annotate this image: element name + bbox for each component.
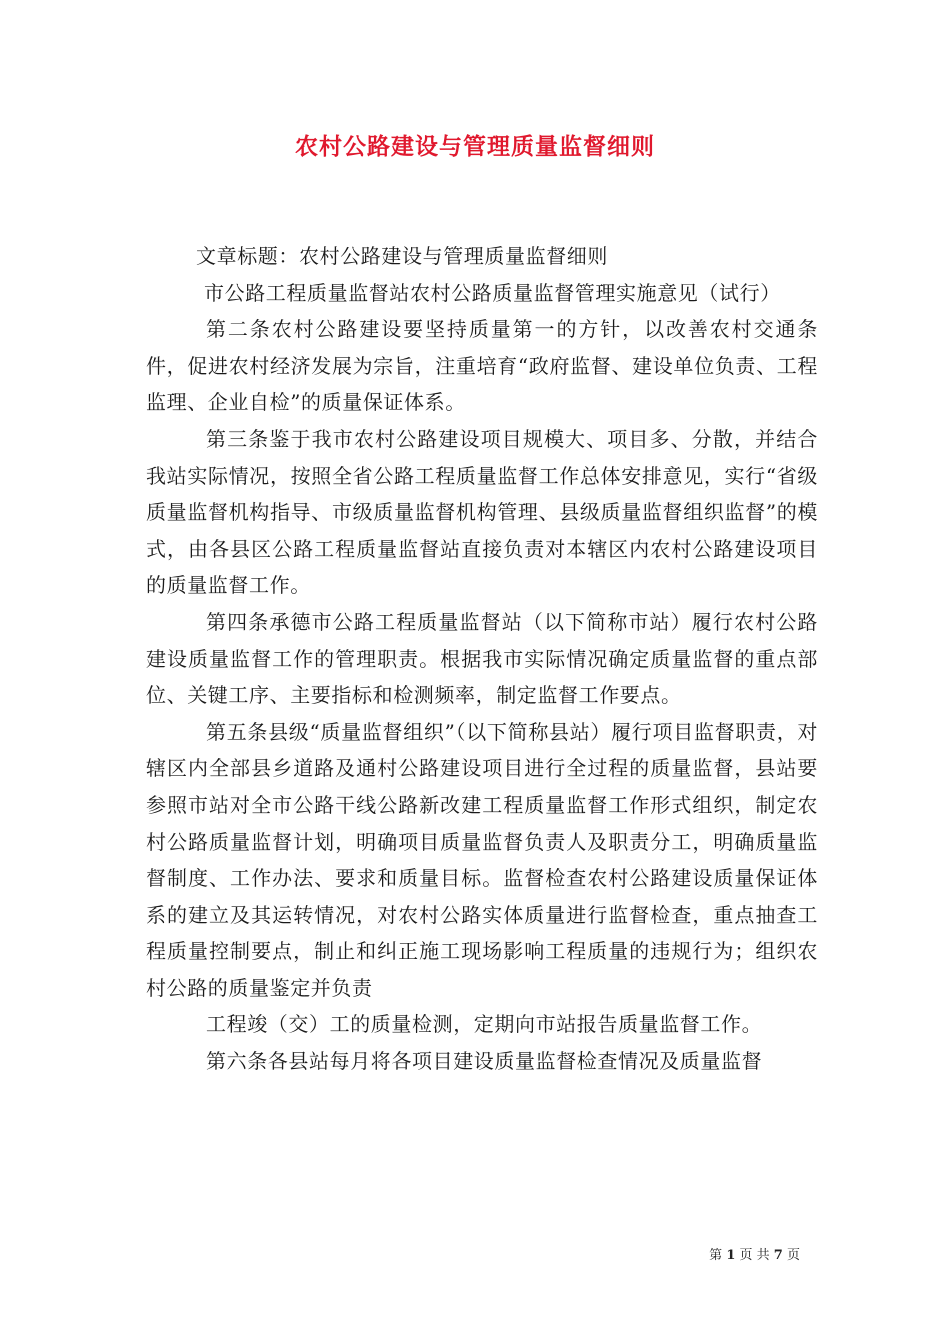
total-page-number: 7 <box>773 1248 783 1263</box>
footer-middle: 页 共 <box>739 1248 770 1263</box>
article-5-paragraph: 第五条县级“质量监督组织”（以下简称县站）履行项目监督职责，对辖区内全部县乡道路及通村公路建设项目进行全过程的质量监督，县站要参照市站对全市公路干线公路新改建工程质量监督工作形式组织，制定农村公路质量监督计划，明确项目质量监督负责人及职责分工，明确质量监督制度、工作办法、要求和质量目标。监督检查农村公路建设质量保证体系的建立及其运转情况，对农村公路实体质量进行监督检查，重点抽查工程质量控制要点，制止和纠正施工现场影响工程质量的违规行为；组织农村公路的质量鉴定并负责 <box>146 719 818 1000</box>
page-number-footer <box>709 1248 800 1264</box>
article-2-paragraph: 第二条农村公路建设要坚持质量第一的方针，以改善农村交通条件，促进农村经济发展为宗旨，注重培育“政府监督、建设单位负责、工程监理、企业自检”的质量保证体系。 <box>146 317 818 415</box>
article-title-line: 文章标题：农村公路建设与管理质量监督细则 <box>196 244 608 268</box>
footer-prefix: 第 <box>709 1248 723 1263</box>
subtitle-paragraph: 市公路工程质量监督站农村公路质量监督管理实施意见（试行） <box>204 280 781 305</box>
current-page-number: 1 <box>726 1248 736 1263</box>
footer-suffix: 页 <box>786 1248 800 1263</box>
article-3-paragraph: 第三条鉴于我市农村公路建设项目规模大、项目多、分散，并结合我站实际情况，按照全省公路工程质量监督工作总体安排意见，实行“省级质量监督机构指导、市级质量监督机构管理、县级质量监督组织监督”的模式，由各县区公路工程质量监督站直接负责对本辖区内农村公路建设项目的质量监督工作。 <box>146 426 818 598</box>
article-4-paragraph: 第四条承德市公路工程质量监督站（以下简称市站）履行农村公路建设质量监督工作的管理职责。根据我市实际情况确定质量监督的重点部位、关键工序、主要指标和检测频率，制定监督工作要点。 <box>146 609 818 708</box>
document-body <box>146 238 818 1080</box>
article-6-paragraph: 第六条各县站每月将各项目建设质量监督检查情况及质量监督 <box>206 1049 763 1074</box>
document-title: 农村公路建设与管理质量监督细则 <box>295 133 655 160</box>
continuation-paragraph: 工程竣（交）工的质量检测，定期向市站报告质量监督工作。 <box>206 1012 763 1037</box>
